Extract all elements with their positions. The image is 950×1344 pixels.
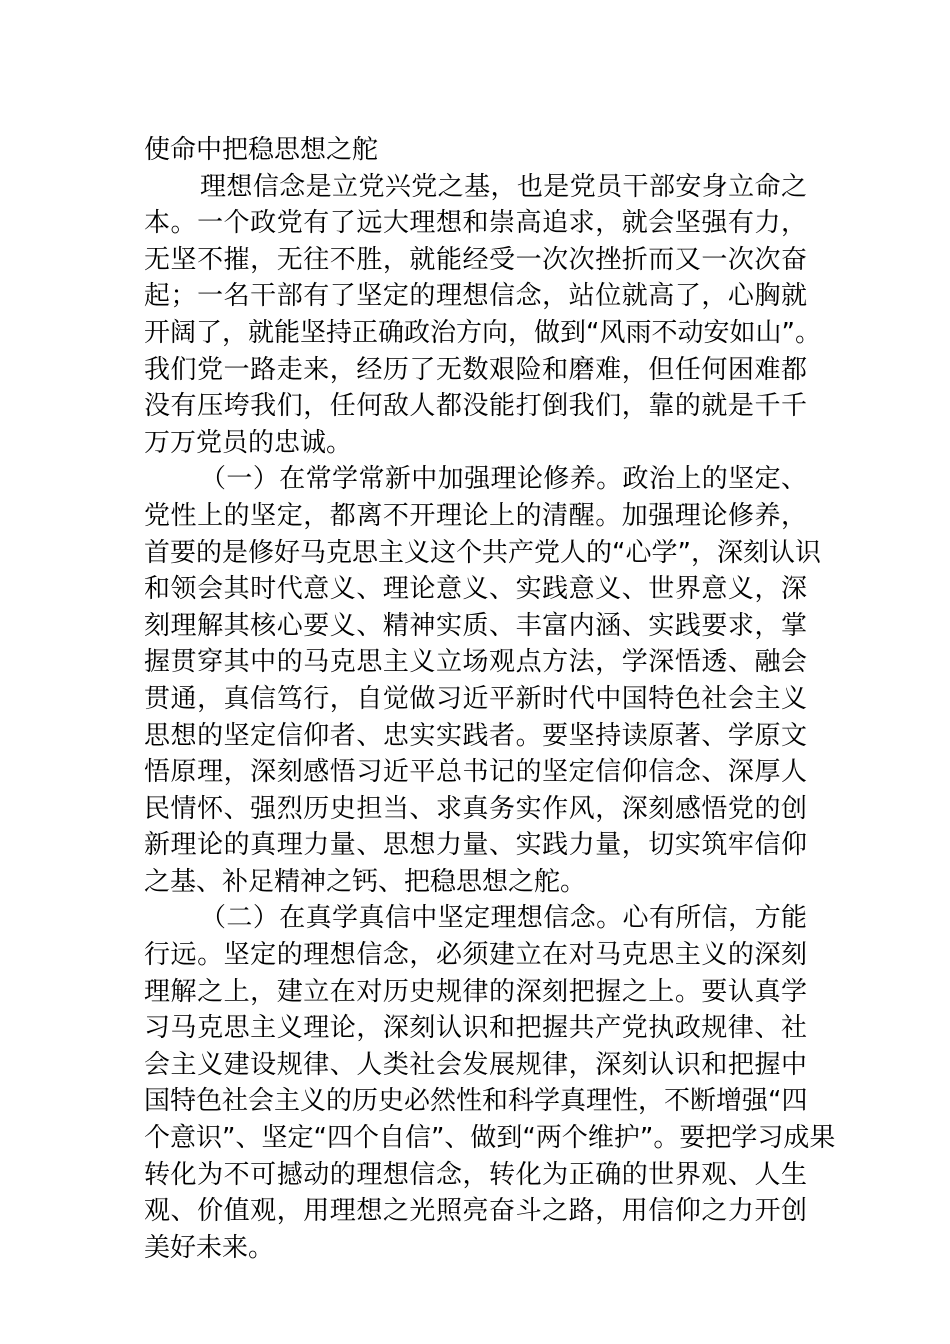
paragraph-line: 理想信念是立党兴党之基，也是党员干部安身立命之 bbox=[200, 171, 807, 202]
paragraph-line: 个意识”、坚定“四个自信”、做到“两个维护”。要把学习成果 bbox=[144, 1123, 836, 1154]
paragraph-line: 本。一个政党有了远大理想和崇高追求，就会坚强有力， bbox=[144, 208, 807, 239]
paragraph-line: 没有压垮我们，任何敌人都没能打倒我们，靠的就是千千 bbox=[144, 391, 807, 422]
paragraph-line: 握贯穿其中的马克思主义立场观点方法，学深悟透、融会 bbox=[144, 647, 807, 678]
paragraph-line: 我们党一路走来，经历了无数艰险和磨难，但任何困难都 bbox=[144, 354, 807, 385]
paragraph-line: 习马克思主义理论，深刻认识和把握共产党执政规律、社 bbox=[144, 1013, 807, 1044]
paragraph-line: 贯通，真信笃行，自觉做习近平新时代中国特色社会主义 bbox=[144, 683, 807, 714]
paragraph-line: 万万党员的忠诚。 bbox=[144, 427, 353, 458]
paragraph-line: 行远。坚定的理想信念，必须建立在对马克思主义的深刻 bbox=[144, 940, 807, 971]
paragraph-line: 转化为不可撼动的理想信念，转化为正确的世界观、人生 bbox=[144, 1159, 807, 1190]
paragraph-line: 新理论的真理力量、思想力量、实践力量，切实筑牢信仰 bbox=[144, 830, 807, 861]
paragraph-firm-beliefs bbox=[144, 900, 836, 1266]
heading-tail: 使命中把稳思想之舵 bbox=[144, 135, 379, 165]
paragraph-ideals bbox=[144, 169, 821, 462]
paragraph-line: 民情怀、强烈历史担当、求真务实作风，深刻感悟党的创 bbox=[144, 793, 807, 824]
document-body bbox=[144, 132, 836, 1266]
paragraph-line: （二）在真学真信中坚定理想信念。心有所信，方能 bbox=[200, 903, 807, 934]
paragraph-line: 会主义建设规律、人类社会发展规律，深刻认识和把握中 bbox=[144, 1049, 807, 1080]
paragraph-line: 起；一名干部有了坚定的理想信念，站位就高了，心胸就 bbox=[144, 281, 807, 312]
paragraph-line: 党性上的坚定，都离不开理论上的清醒。加强理论修养， bbox=[144, 500, 807, 531]
paragraph-line: 之基、补足精神之钙、把稳思想之舵。 bbox=[144, 866, 587, 897]
paragraph-line: 首要的是修好马克思主义这个共产党人的“心学”，深刻认识 bbox=[144, 537, 821, 568]
paragraph-line: 无坚不摧，无往不胜，就能经受一次次挫折而又一次次奋 bbox=[144, 244, 807, 275]
paragraph-line: 刻理解其核心要义、精神实质、丰富内涵、实践要求，掌 bbox=[144, 610, 807, 641]
paragraph-line: 美好未来。 bbox=[144, 1232, 275, 1263]
paragraph-line: （一）在常学常新中加强理论修养。政治上的坚定、 bbox=[200, 464, 807, 495]
paragraph-line: 国特色社会主义的历史必然性和科学真理性，不断增强“四 bbox=[144, 1086, 808, 1117]
paragraph-line: 悟原理，深刻感悟习近平总书记的坚定信仰信念、深厚人 bbox=[144, 757, 807, 788]
paragraph-theory-cultivation bbox=[144, 461, 821, 900]
paragraph-line: 观、价值观，用理想之光照亮奋斗之路，用信仰之力开创 bbox=[144, 1196, 807, 1227]
paragraph-line: 和领会其时代意义、理论意义、实践意义、世界意义，深 bbox=[144, 574, 807, 605]
paragraph-line: 开阔了，就能坚持正确政治方向，做到“风雨不动安如山”。 bbox=[144, 317, 821, 348]
paragraph-line: 思想的坚定信仰者、忠实实践者。要坚持读原著、学原文 bbox=[144, 720, 807, 751]
paragraph-line: 理解之上，建立在对历史规律的深刻把握之上。要认真学 bbox=[144, 976, 807, 1007]
